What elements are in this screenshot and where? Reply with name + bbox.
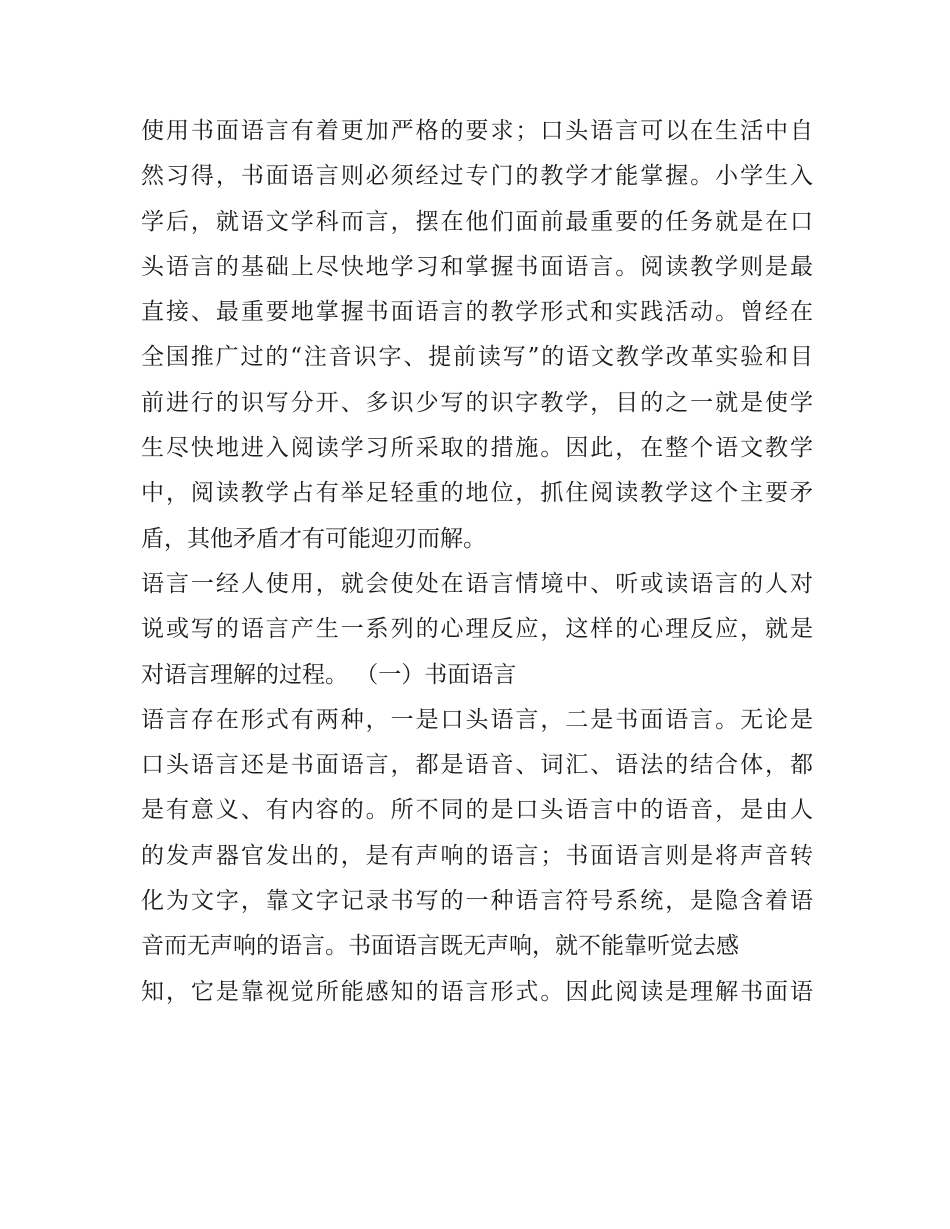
text-line-8: 生尽快地进入阅读学习所采取的措施。因此，在整个语文教学	[141, 435, 813, 462]
text-line-2: 然习得，书面语言则必须经过专门的教学才能掌握。小学生入	[141, 163, 813, 190]
text-line-12: 说或写的语言产生一系列的心理反应，这样的心理反应，就是	[141, 616, 813, 643]
text-line-9: 中，阅读教学占有举足轻重的地位，抓住阅读教学这个主要矛	[141, 480, 813, 507]
text-line-5: 直接、最重要地掌握书面语言的教学形式和实践活动。曾经在	[141, 299, 813, 326]
text-line-3: 学后，就语文学科而言，摆在他们面前最重要的任务就是在口	[141, 208, 813, 235]
text-line-7: 前进行的识写分开、多识少写的识字教学，目的之一就是使学	[141, 389, 813, 416]
text-line-18: 化为文字，靠文字记录书写的一种语言符号系统，是隐含着语	[141, 888, 813, 915]
text-line-15: 口头语言还是书面语言，都是语音、词汇、语法的结合体，都	[141, 752, 813, 779]
text-line-19: 音而无声响的语言。书面语言既无声响，就不能靠听觉去感	[141, 933, 739, 960]
text-line-10: 盾，其他矛盾才有可能迎刃而解。	[141, 525, 486, 552]
text-line-16: 是有意义、有内容的。所不同的是口头语言中的语音，是由人	[141, 797, 813, 824]
text-line-4: 头语言的基础上尽快地学习和掌握书面语言。阅读教学则是最	[141, 253, 813, 280]
text-line-14: 语言存在形式有两种，一是口头语言，二是书面语言。无论是	[141, 706, 813, 733]
text-line-17: 的发声器官发出的，是有声响的语言；书面语言则是将声音转	[141, 842, 813, 869]
document-body-text	[141, 109, 813, 1015]
text-line-6: 全国推广过的“注音识字、提前读写”的语文教学改革实验和目	[141, 344, 813, 371]
text-line-1: 使用书面语言有着更加严格的要求；口头语言可以在生活中自	[141, 118, 813, 144]
text-line-20: 知，它是靠视觉所能感知的语言形式。因此阅读是理解书面语	[141, 978, 813, 1005]
text-line-11: 语言一经人使用，就会使处在语言情境中、听或读语言的人对	[141, 570, 813, 597]
text-line-13: 对语言理解的过程。 （一）书面语言	[141, 661, 517, 688]
